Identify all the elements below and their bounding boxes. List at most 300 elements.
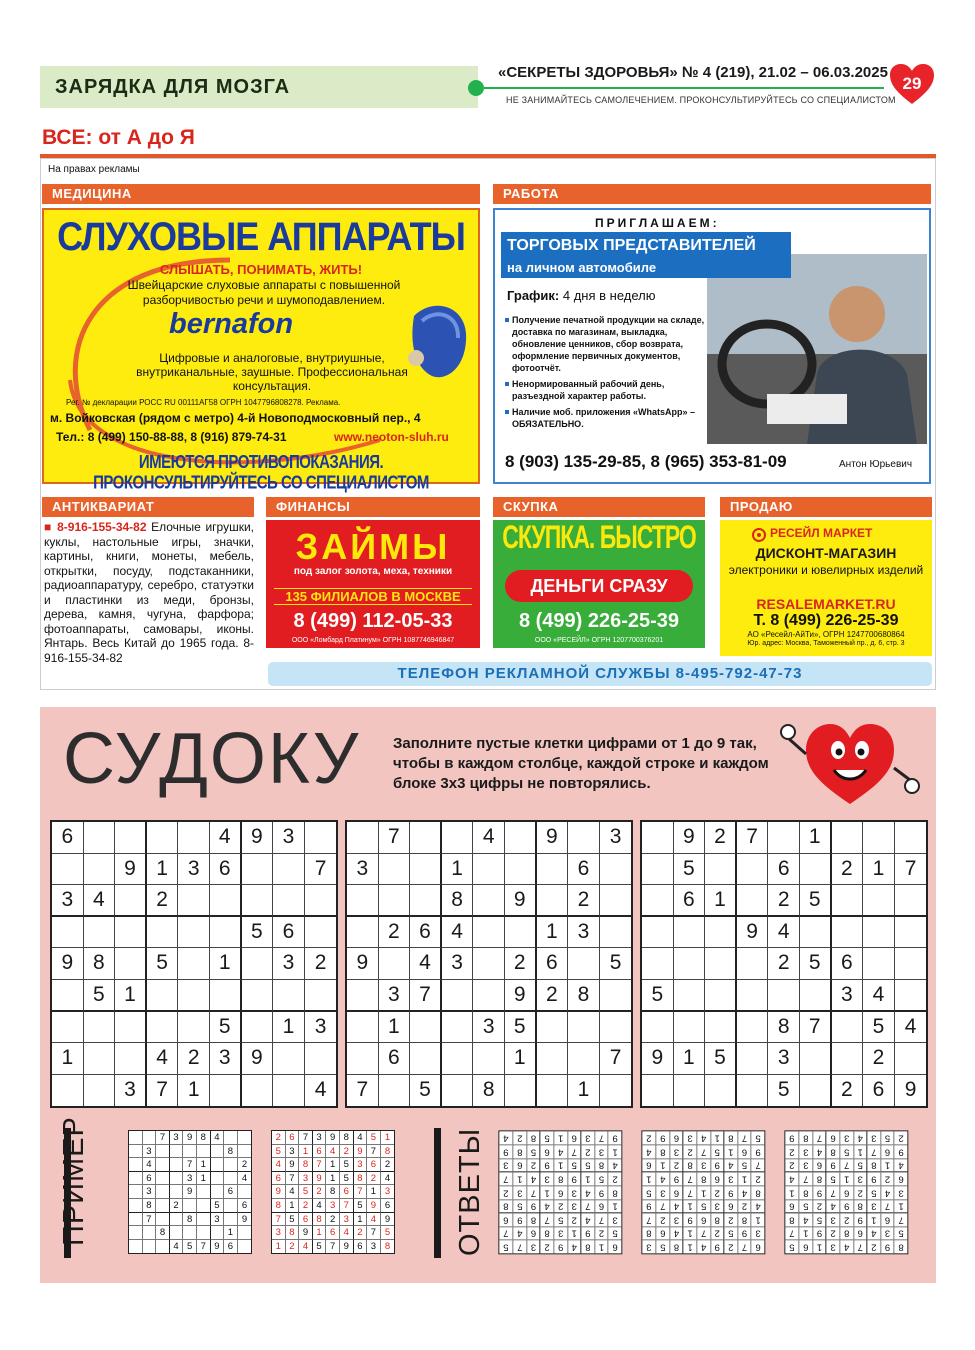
sudoku-cell-empty[interactable] bbox=[305, 980, 337, 1012]
sudoku-cell-given: 7 bbox=[299, 1131, 313, 1145]
sudoku-cell-given: 4 bbox=[84, 885, 116, 917]
sudoku-cell-given: 9 bbox=[710, 1158, 724, 1172]
sudoku-cell-given: 1 bbox=[812, 1240, 826, 1254]
sudoku-cell-empty[interactable] bbox=[705, 980, 737, 1012]
sudoku-cell-given: 4 bbox=[442, 917, 474, 949]
sudoku-cell-given: 8 bbox=[812, 1172, 826, 1186]
sudoku-cell-empty[interactable] bbox=[768, 822, 800, 854]
sudoku-cell-given: 6 bbox=[880, 1213, 894, 1227]
sudoku-cell-given: 1 bbox=[326, 1158, 340, 1172]
sudoku-cell-empty[interactable] bbox=[642, 917, 674, 949]
sudoku-cell-given: 4 bbox=[696, 1240, 710, 1254]
sudoku-cell-given: 6 bbox=[737, 1145, 751, 1159]
sudoku-cell-empty[interactable] bbox=[537, 1012, 569, 1044]
sudoku-cell-empty[interactable] bbox=[895, 885, 927, 917]
sudoku-cell-given: 5 bbox=[800, 948, 832, 980]
sudoku-cell-given: 3 bbox=[581, 1131, 595, 1145]
sudoku-cell-empty[interactable] bbox=[705, 917, 737, 949]
sudoku-cell-empty[interactable] bbox=[410, 885, 442, 917]
sudoku-cell-empty bbox=[211, 1172, 225, 1186]
sudoku-cell-empty bbox=[129, 1131, 143, 1145]
sudoku-cell-empty[interactable] bbox=[737, 1012, 769, 1044]
sudoku-cell-given: 5 bbox=[880, 1131, 894, 1145]
sudoku-cell-given: 8 bbox=[442, 885, 474, 917]
sudoku-cell-given: 4 bbox=[211, 1131, 225, 1145]
sudoku-cell-empty[interactable] bbox=[505, 854, 537, 886]
sudoku-cell-given: 5 bbox=[210, 1012, 242, 1044]
sudoku-title: СУДОКУ bbox=[63, 719, 361, 799]
sudoku-cell-empty[interactable] bbox=[178, 822, 210, 854]
sudoku-cell-empty[interactable] bbox=[147, 917, 179, 949]
sudoku-cell-empty bbox=[170, 1185, 184, 1199]
sudoku-cell-empty[interactable] bbox=[895, 917, 927, 949]
sudoku-cell-empty[interactable] bbox=[442, 1043, 474, 1075]
sudoku-cell-given: 4 bbox=[210, 822, 242, 854]
sudoku-cell-given: 5 bbox=[724, 1226, 738, 1240]
sudoku-cell-given: 8 bbox=[768, 1012, 800, 1044]
sudoku-cell-given: 9 bbox=[313, 1172, 327, 1186]
sudoku-cell-given: 9 bbox=[242, 822, 274, 854]
sudoku-cell-empty[interactable] bbox=[273, 885, 305, 917]
sudoku-cell-empty[interactable] bbox=[642, 948, 674, 980]
sudoku-cell-empty[interactable] bbox=[505, 917, 537, 949]
sudoku-cell-empty[interactable] bbox=[473, 1043, 505, 1075]
sudoku-cell-given: 6 bbox=[238, 1199, 252, 1213]
sudoku-cell-empty bbox=[224, 1213, 238, 1227]
sudoku-cell-empty[interactable] bbox=[600, 917, 632, 949]
sudoku-cell-given: 6 bbox=[499, 1213, 513, 1227]
sudoku-cell-empty[interactable] bbox=[895, 1043, 927, 1075]
sudoku-cell-given: 9 bbox=[115, 854, 147, 886]
sudoku-cell-empty[interactable] bbox=[600, 885, 632, 917]
sudoku-cell-empty[interactable] bbox=[863, 822, 895, 854]
sudoku-cell-empty[interactable] bbox=[600, 1012, 632, 1044]
sudoku-cell-empty[interactable] bbox=[800, 917, 832, 949]
sudoku-cell-empty[interactable] bbox=[305, 1043, 337, 1075]
sudoku-cell-empty[interactable] bbox=[737, 885, 769, 917]
ad-hearing-aids[interactable] bbox=[42, 208, 480, 494]
example-puzzle bbox=[128, 1130, 252, 1254]
sudoku-cell-empty[interactable] bbox=[347, 1012, 379, 1044]
sudoku-cell-empty[interactable] bbox=[600, 1075, 632, 1107]
sudoku-cell-empty[interactable] bbox=[737, 948, 769, 980]
sudoku-cell-given: 1 bbox=[608, 1199, 622, 1213]
sudoku-cell-empty[interactable] bbox=[347, 885, 379, 917]
sudoku-cell-given: 3 bbox=[354, 1158, 368, 1172]
sudoku-cell-empty[interactable] bbox=[273, 1043, 305, 1075]
sudoku-cell-given: 7 bbox=[839, 1158, 853, 1172]
sudoku-cell-given: 3 bbox=[799, 1158, 813, 1172]
sudoku-cell-empty[interactable] bbox=[800, 980, 832, 1012]
sudoku-cell-given: 7 bbox=[305, 854, 337, 886]
sudoku-cell-given: 9 bbox=[183, 1185, 197, 1199]
sudoku-cell-empty bbox=[238, 1131, 252, 1145]
sudoku-cell-given: 1 bbox=[867, 1213, 881, 1227]
sudoku-cell-empty bbox=[197, 1145, 211, 1159]
sudoku-cell-given: 6 bbox=[410, 917, 442, 949]
sudoku-cell-given: 9 bbox=[608, 1131, 622, 1145]
sudoku-cell-given: 2 bbox=[724, 1240, 738, 1254]
sudoku-cell-empty[interactable] bbox=[473, 980, 505, 1012]
sudoku-cell-empty[interactable] bbox=[705, 948, 737, 980]
sudoku-cell-given: 8 bbox=[286, 1226, 300, 1240]
loans-sub: под залог золота, меха, техники bbox=[293, 566, 453, 577]
sudoku-cell-empty[interactable] bbox=[737, 1075, 769, 1107]
sudoku-cell-empty[interactable] bbox=[210, 885, 242, 917]
sudoku-cell-given: 5 bbox=[505, 1012, 537, 1044]
sudoku-cell-empty[interactable] bbox=[115, 917, 147, 949]
sudoku-cell-given: 6 bbox=[354, 1240, 368, 1254]
category-finance: ФИНАНСЫ bbox=[266, 497, 480, 517]
sudoku-cell-empty[interactable] bbox=[147, 980, 179, 1012]
sudoku-cell-empty[interactable] bbox=[52, 980, 84, 1012]
sudoku-cell-given: 4 bbox=[737, 1185, 751, 1199]
sudoku-cell-given: 2 bbox=[367, 1172, 381, 1186]
sudoku-cell-empty[interactable] bbox=[642, 854, 674, 886]
sudoku-cell-empty[interactable] bbox=[115, 1012, 147, 1044]
sudoku-cell-given: 2 bbox=[812, 1199, 826, 1213]
sudoku-cell-empty[interactable] bbox=[147, 822, 179, 854]
sudoku-cell-given: 5 bbox=[656, 1240, 670, 1254]
sudoku-cell-empty[interactable] bbox=[537, 885, 569, 917]
ad-description: Швейцарские слуховые аппараты с повышенной разборчивостью речи и шумоподавлением. bbox=[127, 278, 401, 307]
sudoku-cell-empty[interactable] bbox=[442, 1012, 474, 1044]
sudoku-cell-empty[interactable] bbox=[147, 1012, 179, 1044]
sudoku-cell-empty[interactable] bbox=[178, 885, 210, 917]
sudoku-cell-given: 5 bbox=[340, 1158, 354, 1172]
sudoku-cell-empty[interactable] bbox=[642, 1012, 674, 1044]
sudoku-cell-empty[interactable] bbox=[84, 822, 116, 854]
sudoku-cell-given: 8 bbox=[473, 1075, 505, 1107]
sudoku-cell-given: 9 bbox=[211, 1240, 225, 1254]
sudoku-cell-given: 3 bbox=[211, 1213, 225, 1227]
answer-grid-3 bbox=[784, 1130, 908, 1254]
sudoku-cell-given: 9 bbox=[526, 1199, 540, 1213]
sudoku-cell-given: 5 bbox=[642, 1185, 656, 1199]
sudoku-cell-empty bbox=[129, 1213, 143, 1227]
sudoku-cell-empty bbox=[143, 1131, 157, 1145]
sudoku-cell-given: 1 bbox=[894, 1199, 908, 1213]
sudoku-cell-given: 1 bbox=[608, 1145, 622, 1159]
sudoku-cell-empty[interactable] bbox=[178, 917, 210, 949]
sudoku-cell-given: 9 bbox=[642, 1199, 656, 1213]
sudoku-cell-given: 7 bbox=[696, 1226, 710, 1240]
sudoku-cell-given: 9 bbox=[669, 1172, 683, 1186]
sudoku-cell-given: 1 bbox=[299, 1145, 313, 1159]
sudoku-cell-empty[interactable] bbox=[52, 1075, 84, 1107]
ad-job[interactable] bbox=[493, 208, 931, 484]
sudoku-cell-empty[interactable] bbox=[832, 917, 864, 949]
category-buying: СКУПКА bbox=[493, 497, 705, 517]
sudoku-cell-given: 7 bbox=[880, 1199, 894, 1213]
sudoku-cell-empty[interactable] bbox=[305, 885, 337, 917]
sudoku-cell-empty[interactable] bbox=[379, 948, 411, 980]
sudoku-cell-given: 1 bbox=[799, 1226, 813, 1240]
sudoku-cell-given: 1 bbox=[863, 854, 895, 886]
sudoku-cell-given: 6 bbox=[880, 1145, 894, 1159]
sudoku-cell-empty[interactable] bbox=[832, 885, 864, 917]
sudoku-cell-empty[interactable] bbox=[642, 822, 674, 854]
sudoku-cell-empty[interactable] bbox=[674, 948, 706, 980]
sudoku-cell-given: 8 bbox=[499, 1199, 513, 1213]
sudoku-cell-given: 2 bbox=[499, 1185, 513, 1199]
sudoku-cell-empty[interactable] bbox=[442, 822, 474, 854]
sudoku-cell-given: 3 bbox=[170, 1131, 184, 1145]
sudoku-cell-empty[interactable] bbox=[242, 1075, 274, 1107]
sudoku-cell-empty[interactable] bbox=[537, 1075, 569, 1107]
sudoku-cell-empty[interactable] bbox=[674, 917, 706, 949]
sudoku-cell-empty[interactable] bbox=[800, 854, 832, 886]
sudoku-cell-given: 2 bbox=[238, 1158, 252, 1172]
sudoku-cell-given: 3 bbox=[826, 1213, 840, 1227]
sudoku-cell-given: 2 bbox=[751, 1172, 765, 1186]
sudoku-cell-given: 5 bbox=[242, 917, 274, 949]
sudoku-cell-empty[interactable] bbox=[473, 948, 505, 980]
sudoku-cell-empty[interactable] bbox=[410, 1012, 442, 1044]
sudoku-cell-empty[interactable] bbox=[52, 1012, 84, 1044]
sudoku-cell-given: 3 bbox=[568, 917, 600, 949]
ad-service-phone: ТЕЛЕФОН РЕКЛАМНОЙ СЛУЖБЫ 8-495-792-47-73 bbox=[268, 662, 932, 686]
ad-antiques[interactable] bbox=[42, 520, 254, 688]
sudoku-cell-given: 6 bbox=[567, 1131, 581, 1145]
sudoku-cell-given: 2 bbox=[170, 1199, 184, 1213]
section-title: ЗАРЯДКА ДЛЯ МОЗГА bbox=[55, 76, 291, 98]
sudoku-cell-empty[interactable] bbox=[895, 948, 927, 980]
sudoku-cell-empty[interactable] bbox=[863, 948, 895, 980]
sudoku-cell-empty[interactable] bbox=[568, 1012, 600, 1044]
sudoku-grid-1[interactable] bbox=[50, 820, 338, 1108]
sudoku-cell-empty[interactable] bbox=[84, 1075, 116, 1107]
job-duties bbox=[505, 314, 705, 434]
sudoku-cell-given: 1 bbox=[147, 854, 179, 886]
sudoku-cell-given: 3 bbox=[347, 854, 379, 886]
sudoku-cell-empty[interactable] bbox=[210, 917, 242, 949]
sudoku-cell-given: 6 bbox=[812, 1158, 826, 1172]
sudoku-cell-given: 9 bbox=[853, 1213, 867, 1227]
sudoku-cell-empty[interactable] bbox=[800, 1043, 832, 1075]
sudoku-cell-empty[interactable] bbox=[210, 1075, 242, 1107]
header-divider bbox=[484, 87, 884, 89]
sudoku-cell-given: 2 bbox=[513, 1131, 527, 1145]
sudoku-cell-given: 7 bbox=[286, 1172, 300, 1186]
sudoku-cell-given: 3 bbox=[867, 1131, 881, 1145]
sudoku-cell-empty[interactable] bbox=[347, 980, 379, 1012]
sudoku-cell-empty[interactable] bbox=[410, 822, 442, 854]
sudoku-cell-empty[interactable] bbox=[115, 822, 147, 854]
sudoku-cell-empty[interactable] bbox=[832, 1012, 864, 1044]
sudoku-cell-empty bbox=[170, 1158, 184, 1172]
sudoku-cell-empty[interactable] bbox=[800, 1075, 832, 1107]
sudoku-cell-given: 8 bbox=[894, 1240, 908, 1254]
sudoku-cell-empty[interactable] bbox=[674, 980, 706, 1012]
sudoku-cell-empty[interactable] bbox=[832, 1043, 864, 1075]
sudoku-cell-empty[interactable] bbox=[705, 854, 737, 886]
sudoku-cell-empty[interactable] bbox=[537, 854, 569, 886]
sudoku-cell-empty[interactable] bbox=[273, 980, 305, 1012]
sudoku-cell-empty[interactable] bbox=[863, 885, 895, 917]
sudoku-cell-empty[interactable] bbox=[674, 1075, 706, 1107]
sudoku-cell-empty[interactable] bbox=[305, 822, 337, 854]
sudoku-cell-empty[interactable] bbox=[115, 1043, 147, 1075]
sudoku-cell-empty[interactable] bbox=[379, 1075, 411, 1107]
sudoku-cell-empty[interactable] bbox=[473, 854, 505, 886]
sudoku-cell-given: 2 bbox=[785, 1145, 799, 1159]
sudoku-cell-given: 1 bbox=[553, 1131, 567, 1145]
sudoku-instructions: Заполните пустые клетки цифрами от 1 до 9 так, чтобы в каждом столбце, каждой строке и каждом блоке 3х3 цифры не повторялись. bbox=[393, 735, 769, 792]
sudoku-cell-empty[interactable] bbox=[600, 980, 632, 1012]
sudoku-cell-empty bbox=[156, 1185, 170, 1199]
sudoku-cell-given: 7 bbox=[696, 1145, 710, 1159]
sudoku-cell-empty[interactable] bbox=[379, 885, 411, 917]
sudoku-cell-empty[interactable] bbox=[273, 854, 305, 886]
sudoku-cell-empty[interactable] bbox=[242, 980, 274, 1012]
sudoku-cell-given: 6 bbox=[272, 1172, 286, 1186]
sudoku-cell-empty[interactable] bbox=[705, 1012, 737, 1044]
sudoku-cell-given: 8 bbox=[326, 1185, 340, 1199]
sudoku-cell-given: 1 bbox=[696, 1185, 710, 1199]
sudoku-cell-empty bbox=[224, 1131, 238, 1145]
sudoku-cell-empty[interactable] bbox=[537, 1043, 569, 1075]
sudoku-cell-given: 1 bbox=[553, 1158, 567, 1172]
sudoku-cell-empty[interactable] bbox=[473, 917, 505, 949]
sudoku-cell-given: 9 bbox=[642, 1043, 674, 1075]
sudoku-cell-empty[interactable] bbox=[178, 948, 210, 980]
sudoku-cell-empty[interactable] bbox=[115, 885, 147, 917]
sudoku-grid-3[interactable] bbox=[640, 820, 928, 1108]
sudoku-cell-empty[interactable] bbox=[242, 948, 274, 980]
resale-title: ДИСКОНТ-МАГАЗИН bbox=[755, 545, 897, 561]
sudoku-cell-empty[interactable] bbox=[273, 1075, 305, 1107]
sudoku-cell-empty[interactable] bbox=[442, 980, 474, 1012]
sudoku-cell-empty[interactable] bbox=[505, 1075, 537, 1107]
sudoku-cell-empty[interactable] bbox=[768, 980, 800, 1012]
sudoku-cell-given: 5 bbox=[751, 1131, 765, 1145]
sudoku-cell-empty[interactable] bbox=[242, 885, 274, 917]
sudoku-cell-given: 7 bbox=[812, 1131, 826, 1145]
resale-website-link[interactable]: RESALEMARKET.RU bbox=[756, 596, 896, 612]
sudoku-cell-empty[interactable] bbox=[674, 1012, 706, 1044]
sudoku-cell-given: 3 bbox=[442, 948, 474, 980]
sudoku-cell-empty[interactable] bbox=[863, 917, 895, 949]
sudoku-cell-given: 6 bbox=[313, 1145, 327, 1159]
sudoku-cell-empty bbox=[224, 1199, 238, 1213]
sudoku-cell-empty[interactable] bbox=[52, 854, 84, 886]
resale-org: АО «Ресейл-АйТи», ОГРН 1247700680864 bbox=[747, 630, 905, 639]
ad-website-link[interactable]: www.neoton-sluh.ru bbox=[334, 430, 449, 444]
sudoku-cell-given: 6 bbox=[210, 854, 242, 886]
sudoku-cell-empty[interactable] bbox=[115, 948, 147, 980]
sudoku-cell-empty[interactable] bbox=[84, 1012, 116, 1044]
sudoku-cell-empty[interactable] bbox=[84, 854, 116, 886]
sudoku-cell-empty[interactable] bbox=[473, 885, 505, 917]
sudoku-cell-empty[interactable] bbox=[242, 1012, 274, 1044]
sudoku-cell-given: 5 bbox=[553, 1213, 567, 1227]
sudoku-cell-empty[interactable] bbox=[410, 1043, 442, 1075]
sudoku-cell-empty[interactable] bbox=[347, 822, 379, 854]
sudoku-cell-empty[interactable] bbox=[505, 822, 537, 854]
ad-slogan: СЛЫШАТЬ, ПОНИМАТЬ, ЖИТЬ! bbox=[159, 262, 363, 277]
sudoku-cell-given: 7 bbox=[785, 1226, 799, 1240]
sudoku-cell-empty[interactable] bbox=[895, 980, 927, 1012]
sudoku-cell-empty bbox=[156, 1158, 170, 1172]
sudoku-cell-empty[interactable] bbox=[568, 948, 600, 980]
sudoku-cell-given: 1 bbox=[442, 854, 474, 886]
sudoku-cell-empty[interactable] bbox=[568, 822, 600, 854]
sudoku-cell-empty[interactable] bbox=[347, 917, 379, 949]
sudoku-cell-empty[interactable] bbox=[210, 980, 242, 1012]
ad-loans[interactable] bbox=[266, 520, 480, 648]
sudoku-cell-empty[interactable] bbox=[84, 917, 116, 949]
sudoku-cell-empty[interactable] bbox=[84, 1043, 116, 1075]
sudoku-cell-given: 8 bbox=[839, 1226, 853, 1240]
buying-sub: ДЕНЬГИ СРАЗУ bbox=[530, 576, 668, 596]
list-item: Ненормированный рабочий день, разъездной характер работы. bbox=[505, 378, 705, 402]
sudoku-cell-given: 1 bbox=[656, 1158, 670, 1172]
sudoku-cell-empty[interactable] bbox=[832, 822, 864, 854]
sudoku-cell-empty[interactable] bbox=[347, 1043, 379, 1075]
sudoku-cell-given: 9 bbox=[880, 1240, 894, 1254]
sudoku-cell-given: 4 bbox=[238, 1172, 252, 1186]
sudoku-grid-2[interactable] bbox=[345, 820, 633, 1108]
sudoku-cell-empty[interactable] bbox=[442, 1075, 474, 1107]
sudoku-cell-given: 3 bbox=[52, 885, 84, 917]
sudoku-cell-given: 2 bbox=[379, 917, 411, 949]
sudoku-cell-empty[interactable] bbox=[737, 1043, 769, 1075]
sudoku-cell-given: 8 bbox=[272, 1199, 286, 1213]
sudoku-cell-empty[interactable] bbox=[379, 854, 411, 886]
sudoku-cell-given: 1 bbox=[379, 1012, 411, 1044]
sudoku-cell-given: 3 bbox=[594, 1145, 608, 1159]
sudoku-cell-empty[interactable] bbox=[642, 1075, 674, 1107]
sudoku-cell-empty[interactable] bbox=[737, 854, 769, 886]
sudoku-cell-given: 5 bbox=[674, 854, 706, 886]
sudoku-cell-given: 4 bbox=[880, 1185, 894, 1199]
sudoku-cell-empty[interactable] bbox=[242, 854, 274, 886]
sudoku-cell-given: 9 bbox=[52, 948, 84, 980]
sudoku-cell-given: 1 bbox=[705, 885, 737, 917]
sudoku-cell-empty bbox=[156, 1172, 170, 1186]
sudoku-cell-empty[interactable] bbox=[178, 980, 210, 1012]
sudoku-cell-given: 5 bbox=[499, 1240, 513, 1254]
sudoku-cell-given: 2 bbox=[768, 948, 800, 980]
sudoku-cell-empty[interactable] bbox=[642, 885, 674, 917]
sudoku-cell-given: 5 bbox=[600, 948, 632, 980]
sudoku-cell-empty[interactable] bbox=[410, 854, 442, 886]
sudoku-cell-empty[interactable] bbox=[705, 1075, 737, 1107]
ad-warning: ИМЕЮТСЯ ПРОТИВОПОКАЗАНИЯ. ПРОКОНСУЛЬТИРУЙТЕСЬ СО СПЕЦИАЛИСТОМ bbox=[93, 452, 429, 494]
sudoku-cell-empty[interactable] bbox=[895, 822, 927, 854]
sudoku-cell-given: 1 bbox=[594, 1240, 608, 1254]
sudoku-cell-empty bbox=[238, 1185, 252, 1199]
ad-buying[interactable] bbox=[493, 520, 705, 648]
sudoku-cell-given: 3 bbox=[381, 1185, 395, 1199]
sudoku-cell-given: 8 bbox=[340, 1131, 354, 1145]
sudoku-cell-empty[interactable] bbox=[600, 854, 632, 886]
sudoku-cell-given: 3 bbox=[273, 948, 305, 980]
sudoku-cell-given: 6 bbox=[553, 1185, 567, 1199]
sudoku-cell-empty[interactable] bbox=[52, 917, 84, 949]
ad-resale-market[interactable] bbox=[720, 520, 932, 656]
sudoku-cell-empty[interactable] bbox=[737, 980, 769, 1012]
sudoku-cell-empty[interactable] bbox=[178, 1012, 210, 1044]
sudoku-cell-given: 8 bbox=[553, 1172, 567, 1186]
sudoku-cell-given: 7 bbox=[656, 1199, 670, 1213]
sudoku-cell-empty[interactable] bbox=[305, 917, 337, 949]
sudoku-cell-given: 4 bbox=[410, 948, 442, 980]
sudoku-cell-given: 8 bbox=[710, 1213, 724, 1227]
sudoku-cell-empty[interactable] bbox=[568, 1043, 600, 1075]
sudoku-cell-given: 4 bbox=[567, 1240, 581, 1254]
